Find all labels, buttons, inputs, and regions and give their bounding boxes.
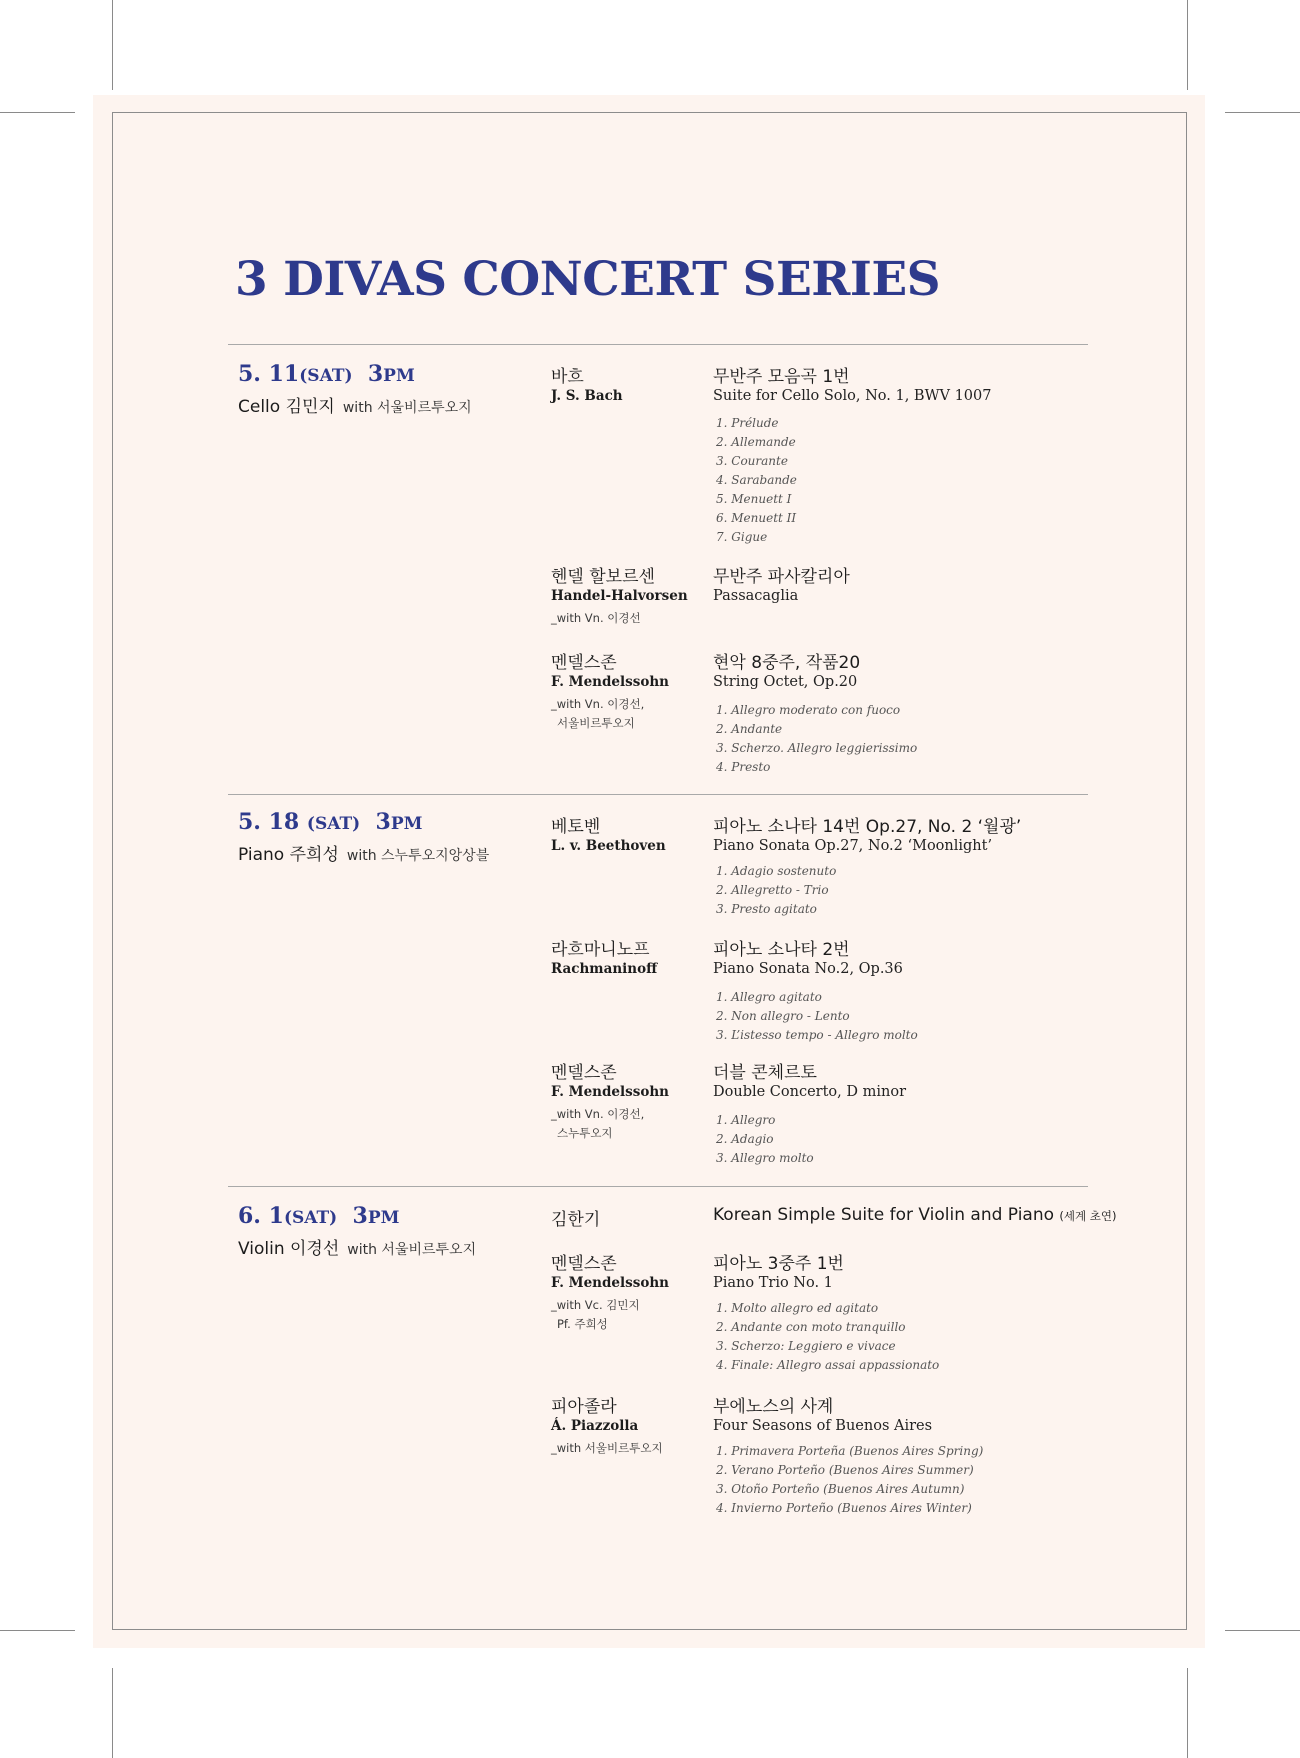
movement-item: 3. Otoño Porteño (Buenos Aires Autumn) [716,1482,965,1496]
work-title-korean: 현악 8중주, 작품20 [713,653,861,673]
crop-mark [1225,1630,1300,1631]
composer-korean: 헨델 할보르센 [551,567,655,587]
crop-mark [112,1668,113,1758]
crop-mark [112,0,113,90]
movement-item: 1. Allegro [716,1113,776,1127]
work-title-english: String Octet, Op.20 [713,674,858,690]
movement-item: 4. Finale: Allegro assai appassionato [716,1358,940,1372]
movement-list [716,1111,814,1168]
movement-list [716,414,797,547]
movement-item: 1. Molto allegro ed agitato [716,1301,879,1315]
composer-korean: 피아졸라 [551,1397,617,1417]
composer-english: Handel-Halvorsen [551,588,688,604]
collaborator-note: _with 서울비르투오지 [551,1441,663,1455]
movement-item: 2. Adagio [716,1132,774,1146]
page-title: 3 DIVAS CONCERT SERIES [235,252,941,307]
movement-list [716,988,918,1045]
composer-english: F. Mendelssohn [551,1084,669,1100]
movement-item: 1. Adagio sostenuto [716,864,837,878]
movement-item: 3. Allegro molto [716,1151,814,1165]
composer-korean: 베토벤 [551,817,601,837]
concert-performer: Piano 주희성 with 스누투오지앙상블 [238,845,490,865]
concert-date: 5. 18 (SAT) 3PM [238,809,423,835]
movement-list [716,862,836,919]
work-title-korean: Korean Simple Suite for Violin and Piano (세계 초연) [713,1205,1117,1225]
movement-item: 1. Prélude [716,416,779,430]
work-title-english: Piano Sonata Op.27, No.2 ‘Moonlight’ [713,838,993,854]
composer-english: L. v. Beethoven [551,838,666,854]
movement-item: 4. Sarabande [716,473,797,487]
movement-list [716,1299,939,1375]
section-divider [228,1186,1088,1187]
concert-performer: Violin 이경선 with 서울비르투오지 [238,1239,477,1259]
concert-performer: Cello 김민지 with 서울비르투오지 [238,397,472,417]
work-title-english: Passacaglia [713,588,799,604]
composer-korean: 멘델스존 [551,1063,617,1083]
movement-item: 2. Andante con moto tranquillo [716,1320,906,1334]
composer-english: F. Mendelssohn [551,674,669,690]
movement-item: 4. Presto [716,760,771,774]
movement-item: 2. Verano Porteño (Buenos Aires Summer) [716,1463,974,1477]
movement-list [716,701,917,777]
movement-item: 3. L’istesso tempo - Allegro molto [716,1028,918,1042]
movement-item: 1. Primavera Porteña (Buenos Aires Spring) [716,1444,984,1458]
work-title-english: Double Concerto, D minor [713,1084,906,1100]
composer-korean: 바흐 [551,367,584,387]
composer-english: J. S. Bach [551,388,623,404]
work-title-korean: 피아노 소나타 2번 [713,940,850,960]
movement-item: 2. Andante [716,722,783,736]
movement-item: 3. Courante [716,454,788,468]
composer-korean: 라흐마니노프 [551,940,650,960]
work-title-korean: 더블 콘체르토 [713,1063,817,1083]
work-title-korean: 무반주 파사칼리아 [713,567,850,587]
movement-item: 2. Allegretto - Trio [716,883,829,897]
work-title-english: Piano Sonata No.2, Op.36 [713,961,903,977]
movement-item: 2. Allemande [716,435,796,449]
crop-mark [0,112,75,113]
work-title-english: Suite for Cello Solo, No. 1, BWV 1007 [713,388,992,404]
work-title-korean: 무반주 모음곡 1번 [713,367,850,387]
movement-item: 4. Invierno Porteño (Buenos Aires Winter) [716,1501,972,1515]
work-title-korean: 부에노스의 사계 [713,1397,834,1417]
movement-item: 3. Scherzo: Leggiero e vivace [716,1339,896,1353]
composer-korean: 멘델스존 [551,1254,617,1274]
page-frame [112,112,1187,1630]
composer-english: Á. Piazzolla [551,1418,639,1434]
movement-item: 7. Gigue [716,530,768,544]
work-title-english: Four Seasons of Buenos Aires [713,1418,933,1434]
movement-item: 1. Allegro agitato [716,990,822,1004]
work-title-korean: 피아노 3중주 1번 [713,1254,844,1274]
concert-date: 5. 11(SAT) 3PM [238,361,415,387]
movement-item: 6. Menuett II [716,511,797,525]
crop-mark [1225,112,1300,113]
movement-item: 1. Allegro moderato con fuoco [716,703,901,717]
crop-mark [1187,1668,1188,1758]
crop-mark [0,1630,75,1631]
collaborator-note: _with Vn. 이경선 [551,611,641,625]
composer-korean: 김한기 [551,1210,601,1230]
composer-english: Rachmaninoff [551,961,658,977]
movement-item: 2. Non allegro - Lento [716,1009,850,1023]
crop-mark [1187,0,1188,90]
collaborator-note: _with Vc. 김민지 Pf. 주희성 [551,1298,640,1331]
movement-item: 3. Scherzo. Allegro leggierissimo [716,741,918,755]
collaborator-note: _with Vn. 이경선, 스누투오지 [551,1107,645,1140]
section-divider [228,794,1088,795]
movement-item: 5. Menuett I [716,492,792,506]
composer-korean: 멘델스존 [551,653,617,673]
movement-list [716,1442,983,1518]
composer-english: F. Mendelssohn [551,1275,669,1291]
movement-item: 3. Presto agitato [716,902,817,916]
section-divider [228,344,1088,345]
work-title-korean: 피아노 소나타 14번 Op.27, No. 2 ‘월광’ [713,817,1022,837]
concert-date: 6. 1(SAT) 3PM [238,1203,400,1229]
collaborator-note: _with Vn. 이경선, 서울비르투오지 [551,697,645,730]
work-title-english: Piano Trio No. 1 [713,1275,833,1291]
